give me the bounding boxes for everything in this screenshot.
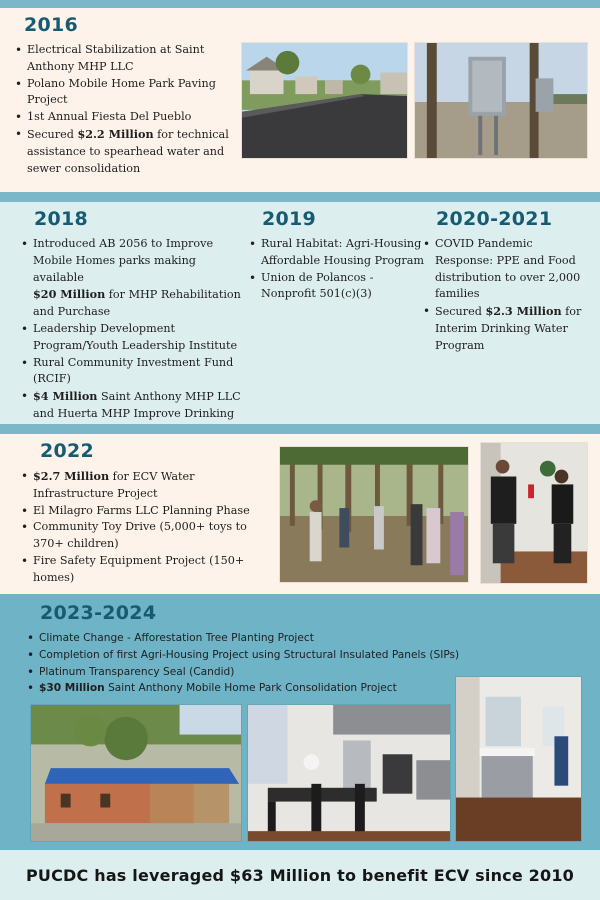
section-2023-2024 [0,594,600,850]
top-band [0,0,600,8]
list-item: • Introduced AB 2056 to Improve Mobile Homes parks making available $20 Million for MHP Rehabilitation and Purchase [20,236,248,321]
year-heading-2018: 2018 [34,208,89,230]
year-heading-2022: 2022 [40,440,95,462]
section-2016 [0,8,600,192]
list-item: • Climate Change - Afforestation Tree Planting Project [26,630,566,647]
photo-paved-street [241,42,408,159]
list-item: • Rural Habitat: Agri-Housing Affordable Housing Program [248,236,424,270]
list-item: • Secured $2.2 Million for technical assistance to spearhead water and sewer consolidation [14,126,236,177]
photo-fire-safety-team [480,442,588,584]
list-item: • Union de Polancos -Nonprofit 501(c)(3) [248,270,424,304]
section-2022 [0,434,600,594]
list-item: • COVID Pandemic Response: PPE and Food distribution to over 2,000 families [422,236,594,303]
list-2022 [20,468,272,587]
list-item: • Secured $2.3 Million for Interim Drinking Water Program [422,303,594,354]
list-item: • Polano Mobile Home Park Paving Project [14,76,236,110]
list-item: • 1st Annual Fiesta Del Pueblo [14,109,236,126]
photo-kitchen-interior [247,704,451,842]
list-item: • $30 Million Saint Anthony Mobile Home Park Consolidation Project [26,680,566,697]
divider [0,192,600,202]
list-2016 [14,42,236,177]
list-item: • $2.7 Million for ECV Water Infrastructure Project [20,468,272,503]
photo-bathroom-interior [455,676,582,842]
year-heading-2023-2024: 2023-2024 [40,602,157,624]
photo-electrical-panels [414,42,588,159]
footer-text: PUCDC has leveraged $63 Million to benefit ECV since 2010 [25,865,575,885]
divider [0,424,600,434]
list-item: • Fire Safety Equipment Project (150+ homes) [20,553,272,587]
list-item: • Rural Community Investment Fund (RCIF) [20,355,248,389]
list-item: • Electrical Stabilization at Saint Anthony MHP LLC [14,42,236,76]
section-2018-2021 [0,202,600,424]
photo-palm-grove-group [279,446,469,583]
list-item: • Platinum Transparency Seal (Candid) [26,664,566,681]
list-item: • Leadership Development Program/Youth Leadership Institute [20,321,248,355]
photo-agri-housing-aerial [30,704,242,842]
list-2019 [248,236,424,303]
list-item: • Completion of first Agri-Housing Project using Structural Insulated Panels (SIPs) [26,647,566,664]
list-item: • El Milagro Farms LLC Planning Phase [20,503,272,520]
list-2018 [20,236,248,440]
year-heading-2016: 2016 [24,14,79,36]
list-item: • Community Toy Drive (5,000+ toys to 370+ children) [20,519,272,553]
footer-banner [0,850,600,900]
list-2020-2021 [422,236,594,355]
year-heading-2019: 2019 [262,208,317,230]
year-heading-2020-2021: 2020-2021 [436,208,553,230]
list-item: • $4 Million Saint Anthony MHP LLC and Huerta MHP Improve Drinking [20,388,248,439]
